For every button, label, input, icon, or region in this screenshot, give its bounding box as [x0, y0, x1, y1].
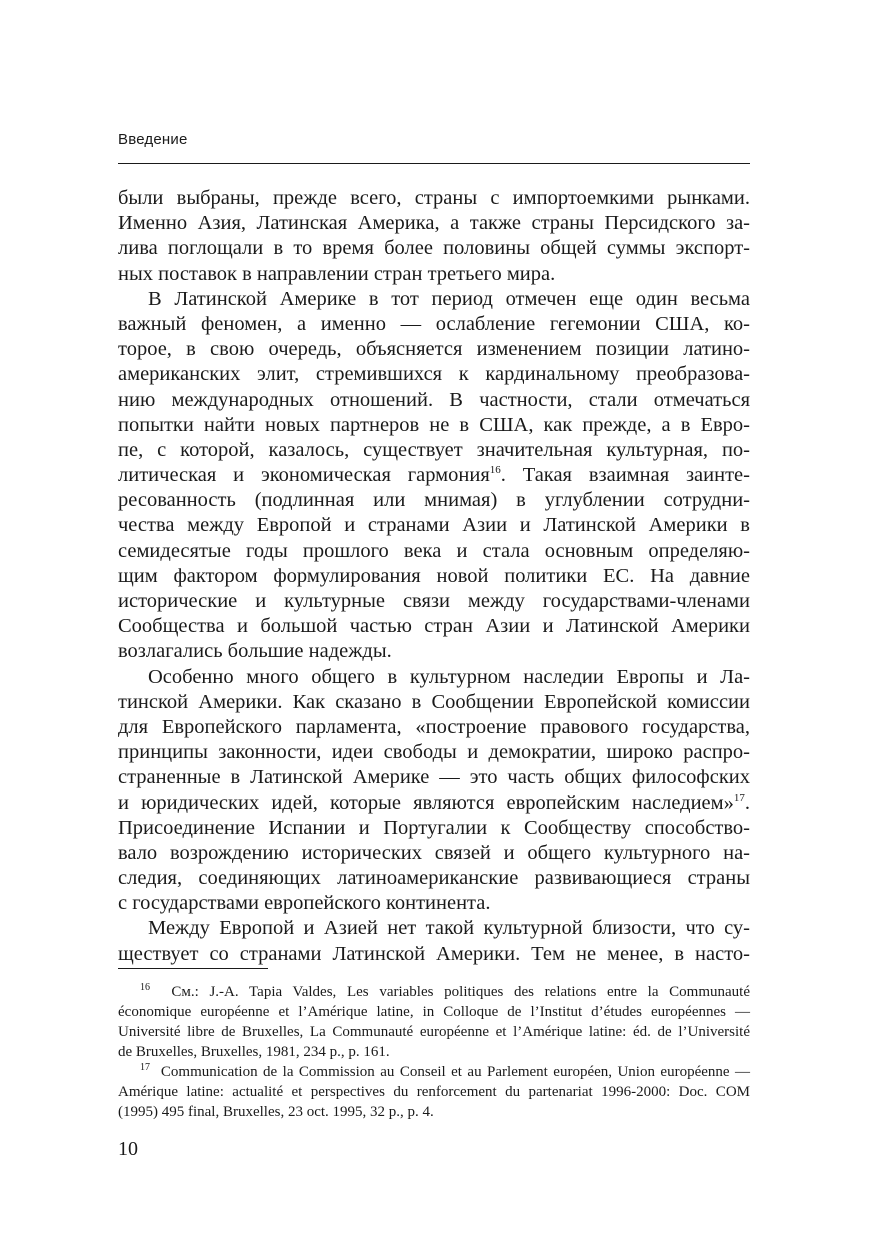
- text-line: американских элит, стремившихся к кардинальному преобразова-: [118, 363, 750, 386]
- footnote-number: 16: [140, 982, 150, 993]
- footnote-ref-16[interactable]: 16: [489, 464, 501, 477]
- text-line: Сообщества и большой частью стран Азии и Латинской Америки: [118, 615, 750, 638]
- footnotes: [118, 982, 750, 1122]
- footnote-16: [118, 982, 750, 1002]
- text-line: торое, в свою очередь, объясняется изменением позиции латино-: [118, 338, 750, 361]
- paragraph-start: В Латинской Америке в тот период отмечен еще один весьма: [148, 287, 750, 310]
- text-line: принципы законности, идеи свободы и демократии, широко распро-: [118, 741, 750, 764]
- main-text: [118, 186, 750, 967]
- text-segment: и юридических идей, которые являются европейским наследием»: [118, 791, 734, 814]
- text-line: ных поставок в направлении стран третьего мира.: [118, 262, 556, 285]
- footnote-ref-17[interactable]: 17: [733, 791, 745, 804]
- text-segment: . Такая взаимная заинте-: [500, 464, 750, 487]
- footnote-number: 17: [140, 1062, 150, 1073]
- text-line: вало возрождению исторических связей и общего культурного на-: [118, 841, 750, 864]
- text-line: Именно Азия, Латинская Америка, а также страны Персидского за-: [118, 212, 750, 235]
- text-line-with-ref: [118, 463, 750, 488]
- text-line: ществует со странами Латинской Америки. Тем не менее, в насто-: [118, 942, 750, 965]
- text-line: ресованность (подлинная или мнимая) в углублении сотрудни-: [118, 489, 750, 512]
- text-line: нию международных отношений. В частности, стали отмечаться: [118, 388, 750, 411]
- header-rule: [118, 163, 750, 164]
- footnote-17: [118, 1062, 750, 1082]
- footnote-rule: [118, 968, 268, 969]
- text-line: Присоединение Испании и Португалии к Сообществу способство-: [118, 816, 750, 839]
- paragraph-start: Между Европой и Азией нет такой культурной близости, что су-: [148, 917, 750, 940]
- text-line: лива поглощали в то время более половины общей суммы экспорт-: [118, 237, 750, 260]
- text-line: попытки найти новых партнеров не в США, как прежде, а в Евро-: [118, 413, 750, 436]
- page-number: 10: [118, 1138, 138, 1160]
- text-line-with-ref: [118, 791, 750, 816]
- text-segment: литическая и экономическая гармония: [118, 464, 490, 487]
- text-line: для Европейского парламента, «построение правового государства,: [118, 715, 750, 738]
- text-line: тинской Америки. Как сказано в Сообщении Европейской комиссии: [118, 690, 750, 713]
- footnote-line: Université libre de Bruxelles, La Communauté européenne et l’Amérique latine: éd. de l’Université: [118, 1024, 750, 1040]
- footnote-text: См.: J.-A. Tapia Valdes, Les variables politiques des relations entre la Communauté: [171, 984, 750, 1000]
- text-line: щим фактором формулирования новой политики ЕС. На давние: [118, 564, 750, 587]
- text-line: с государствами европейского континента.: [118, 892, 491, 915]
- running-header: Введение: [118, 131, 188, 148]
- text-line: чества между Европой и странами Азии и Латинской Америки в: [118, 514, 750, 537]
- text-line: страненные в Латинской Америке — это часть общих философских: [118, 766, 750, 789]
- footnote-line: de Bruxelles, Bruxelles, 1981, 234 p., p. 161.: [118, 1044, 390, 1060]
- text-line: пе, с которой, казалось, существует значительная культурная, по-: [118, 438, 750, 461]
- text-line: семидесятые годы прошлого века и стала основным определяю-: [118, 539, 750, 562]
- text-line: важный феномен, а именно — ослабление гегемонии США, ко-: [118, 312, 750, 335]
- footnote-line: économique européenne et l’Amérique latine, in Colloque de l’Institut d’études européennes —: [118, 1004, 750, 1020]
- footnote-line: (1995) 495 final, Bruxelles, 23 oct. 1995, 32 p., p. 4.: [118, 1104, 434, 1120]
- text-line: следия, соединяющих латиноамериканские развивающиеся страны: [118, 867, 750, 890]
- text-line: возлагались большие надежды.: [118, 640, 392, 663]
- footnote-line: Amérique latine: actualité et perspectives du renforcement du partenariat 1996-2000: Doc. COM: [118, 1084, 750, 1100]
- footnote-text: Communication de la Commission au Conseil et au Parlement européen, Union européenne —: [160, 1064, 751, 1080]
- text-line: были выбраны, прежде всего, страны с импортоемкими рынками.: [118, 187, 750, 209]
- text-segment: .: [744, 791, 750, 814]
- paragraph-start: Особенно много общего в культурном наследии Европы и Ла-: [148, 665, 750, 688]
- text-line: исторические и культурные связи между государствами-членами: [118, 590, 750, 612]
